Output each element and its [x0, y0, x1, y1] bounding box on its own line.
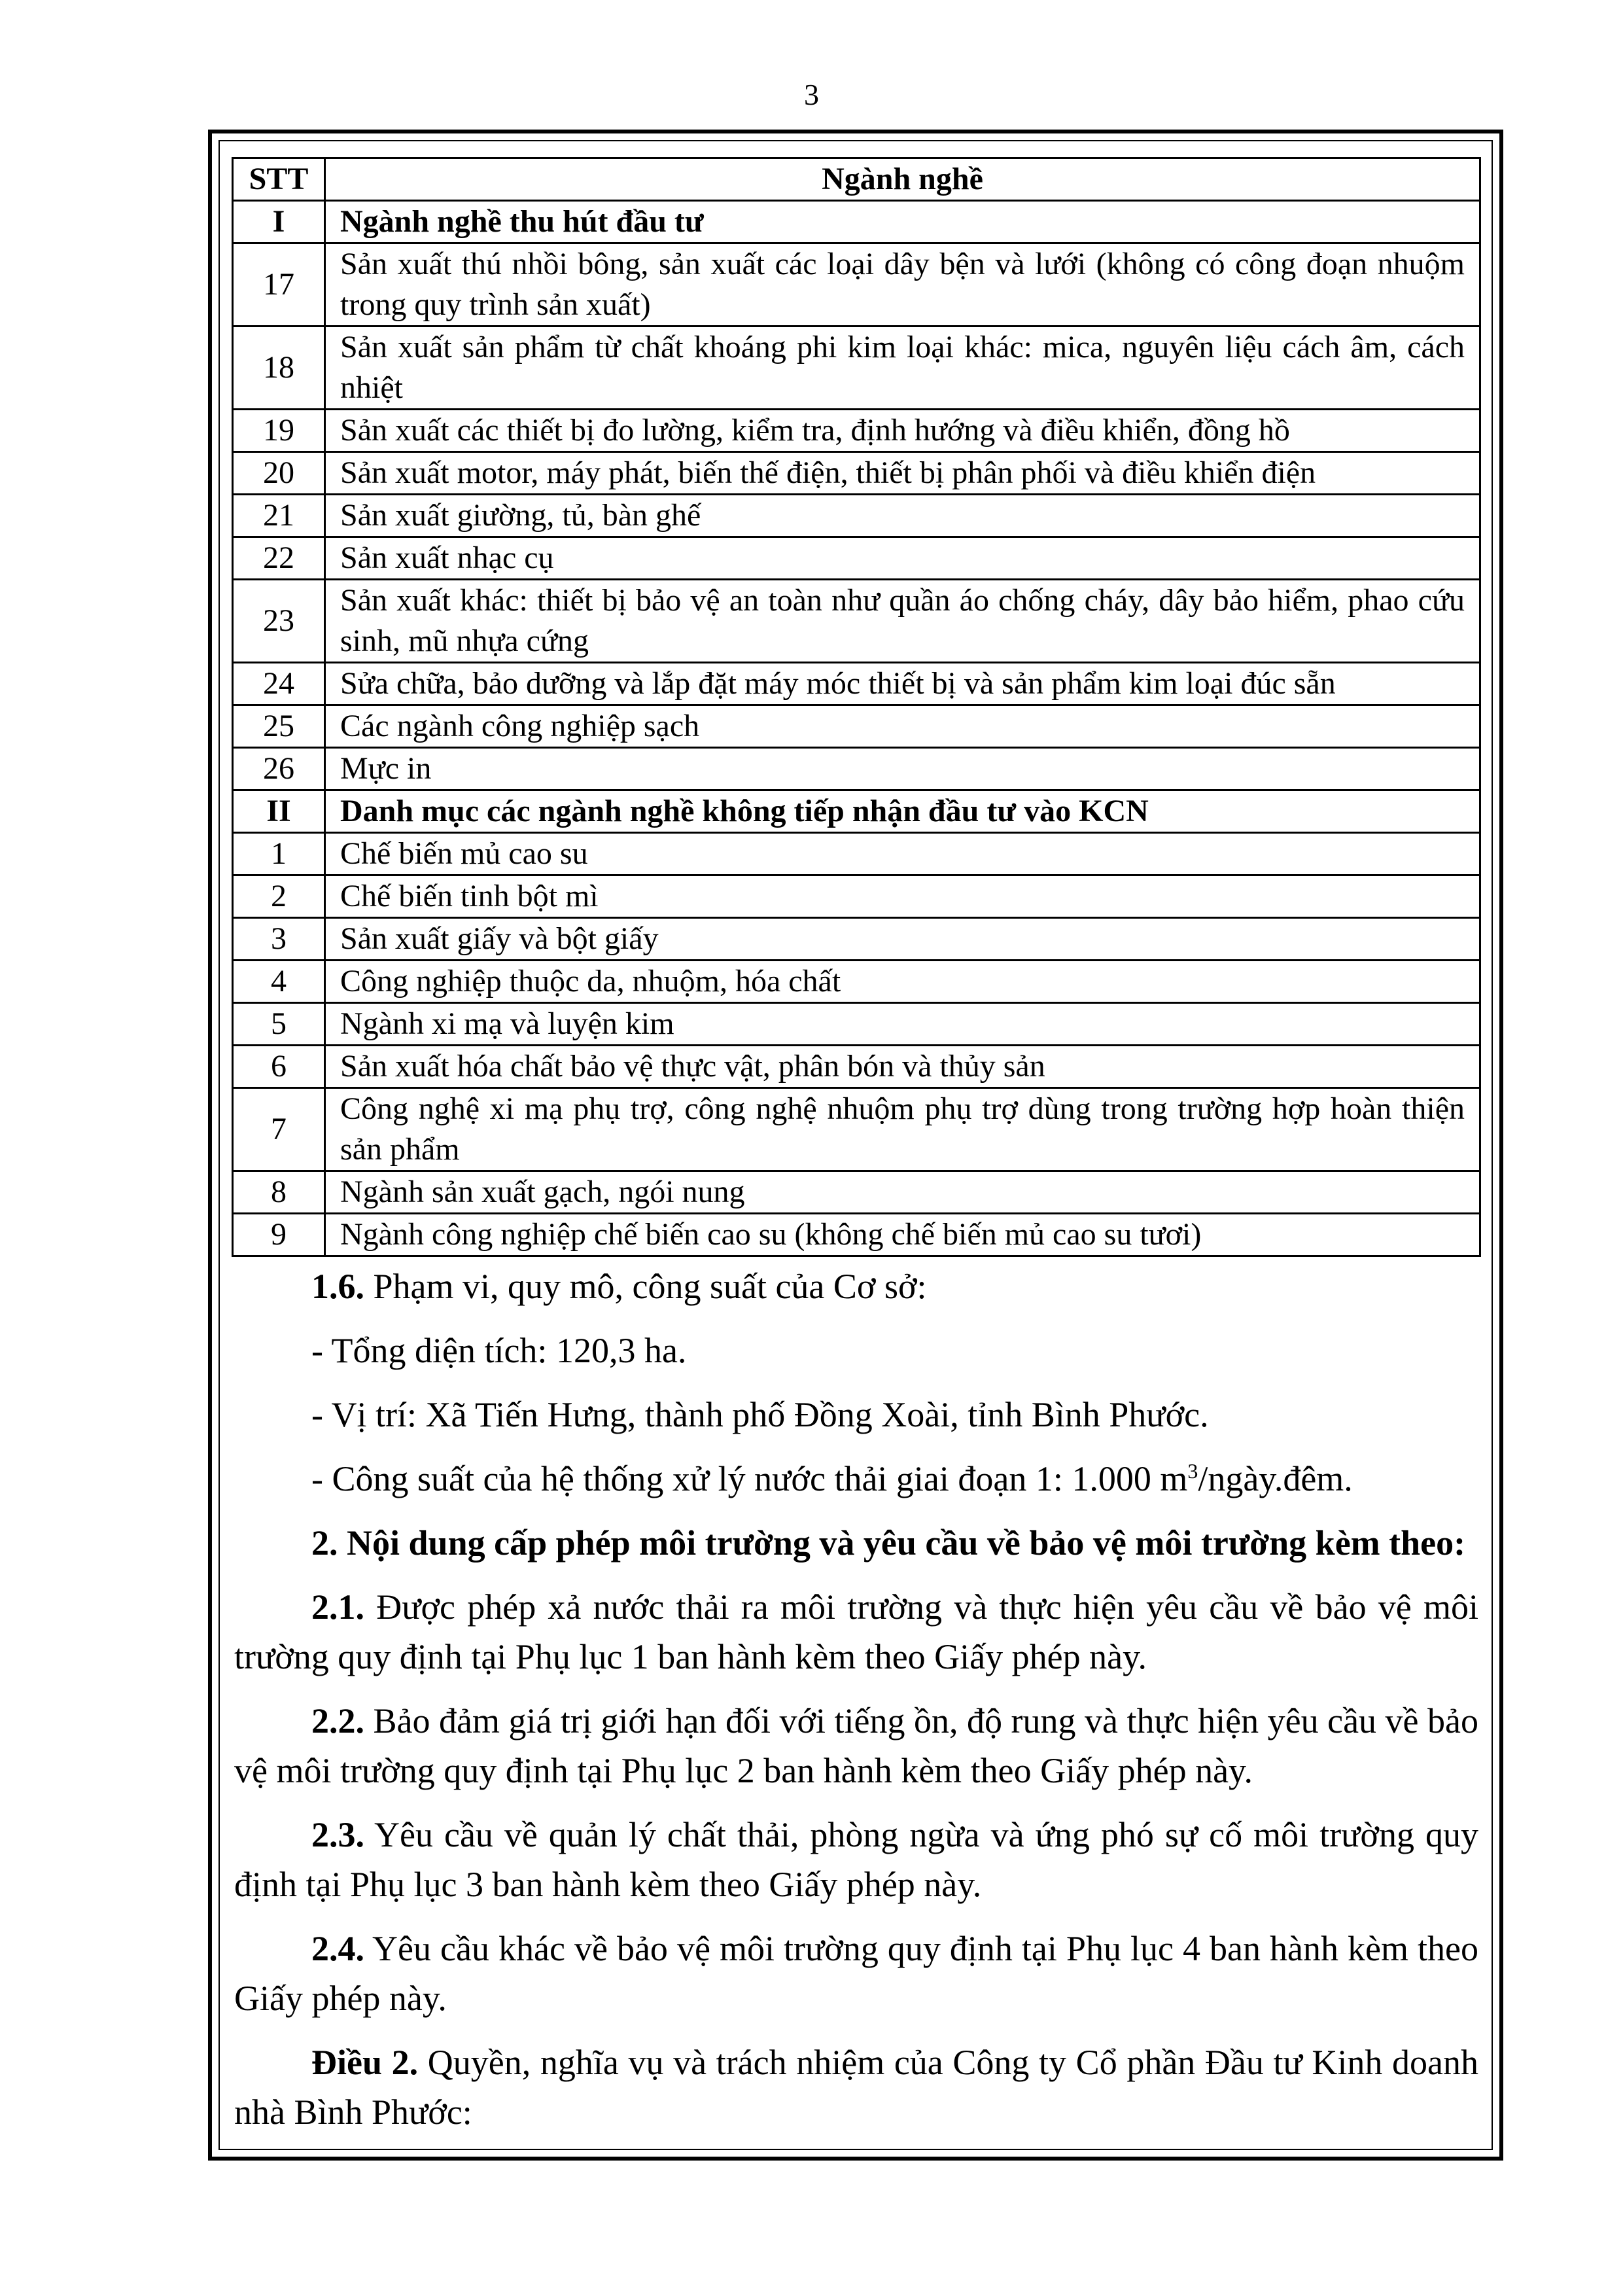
section-2-heading: 2. Nội dung cấp phép môi trường và yêu cầu về bảo vệ môi trường kèm theo:	[311, 1523, 1466, 1563]
row-industry: Chế biến mủ cao su	[325, 833, 1480, 875]
row-stt: 17	[233, 243, 325, 327]
section-1-6	[234, 1262, 1478, 1311]
row-industry: Sản xuất nhạc cụ	[325, 537, 1480, 580]
row-stt: 26	[233, 748, 325, 790]
row-industry: Sản xuất hóa chất bảo vệ thực vật, phân bón và thủy sản	[325, 1046, 1480, 1088]
section-number: 2.2.	[311, 1701, 364, 1740]
section-2-3	[234, 1810, 1478, 1909]
row-industry: Công nghệ xi mạ phụ trợ, công nghệ nhuộm phụ trợ dùng trong trường hợp hoàn thiện sản phẩm	[325, 1088, 1480, 1171]
capacity-unit: /ngày.đêm.	[1198, 1459, 1353, 1498]
row-stt: 21	[233, 495, 325, 537]
row-stt: 2	[233, 875, 325, 918]
table-row	[233, 918, 1480, 961]
table-row	[233, 327, 1480, 410]
row-industry: Mực in	[325, 748, 1480, 790]
row-industry: Chế biến tinh bột mì	[325, 875, 1480, 918]
row-industry: Ngành sản xuất gạch, ngói nung	[325, 1171, 1480, 1214]
row-stt: 7	[233, 1088, 325, 1171]
table-row-section	[233, 201, 1480, 243]
table-row	[233, 833, 1480, 875]
section-number: 2.1.	[311, 1587, 364, 1627]
row-stt: 23	[233, 580, 325, 663]
article-text: Quyền, nghĩa vụ và trách nhiệm của Công ty Cổ phần Đầu tư Kinh doanh nhà Bình Phước:	[234, 2043, 1479, 2132]
section-text: Yêu cầu khác về bảo vệ môi trường quy định tại Phụ lục 4 ban hành kèm theo Giấy phép này.	[234, 1929, 1478, 2018]
row-industry: Ngành công nghiệp chế biến cao su (không chế biến mủ cao su tươi)	[325, 1214, 1480, 1256]
article-2	[234, 2038, 1478, 2137]
row-industry: Sản xuất giường, tủ, bàn ghế	[325, 495, 1480, 537]
header-industry: Ngành nghề	[325, 158, 1480, 201]
row-industry: Các ngành công nghiệp sạch	[325, 705, 1480, 748]
row-industry: Sản xuất giấy và bột giấy	[325, 918, 1480, 961]
table-row	[233, 748, 1480, 790]
section-2-4	[234, 1924, 1478, 2023]
section-2-1	[234, 1582, 1478, 1682]
page-number: 3	[804, 78, 819, 111]
header-stt: STT	[233, 158, 325, 201]
table-row	[233, 243, 1480, 327]
table-row	[233, 1171, 1480, 1214]
row-industry: Công nghiệp thuộc da, nhuộm, hóa chất	[325, 961, 1480, 1003]
table-row	[233, 452, 1480, 495]
section-text: Phạm vi, quy mô, công suất của Cơ sở:	[364, 1267, 927, 1306]
row-stt: 6	[233, 1046, 325, 1088]
row-stt: 3	[233, 918, 325, 961]
table-row	[233, 1214, 1480, 1256]
row-industry: Sản xuất thú nhồi bông, sản xuất các loại dây bện và lưới (không có công đoạn nhuộm trong quy trình sản xuất)	[325, 243, 1480, 327]
row-industry: Danh mục các ngành nghề không tiếp nhận đầu tư vào KCN	[325, 790, 1480, 833]
article-label: Điều 2.	[311, 2043, 419, 2082]
row-stt: 18	[233, 327, 325, 410]
section-number: 2.3.	[311, 1815, 364, 1854]
row-industry: Ngành xi mạ và luyện kim	[325, 1003, 1480, 1046]
table-row	[233, 537, 1480, 580]
capacity-text: - Công suất của hệ thống xử lý nước thải giai đoạn 1: 1.000 m	[311, 1459, 1188, 1498]
industry-table	[232, 157, 1481, 1257]
section-number: 1.6.	[311, 1267, 364, 1306]
capacity-line	[234, 1454, 1478, 1504]
row-stt: 4	[233, 961, 325, 1003]
section-number: 2.4.	[311, 1929, 364, 1968]
row-industry: Sản xuất motor, máy phát, biến thế điện, thiết bị phân phối và điều khiển điện	[325, 452, 1480, 495]
row-stt: 24	[233, 663, 325, 705]
row-stt: 20	[233, 452, 325, 495]
row-stt: II	[233, 790, 325, 833]
row-industry: Sản xuất khác: thiết bị bảo vệ an toàn như quần áo chống cháy, dây bảo hiểm, phao cứu sinh, mũ nhựa cứng	[325, 580, 1480, 663]
row-industry: Ngành nghề thu hút đầu tư	[325, 201, 1480, 243]
table-row	[233, 705, 1480, 748]
section-text: Bảo đảm giá trị giới hạn đối với tiếng ồn, độ rung và thực hiện yêu cầu về bảo vệ môi trường quy định tại Phụ lục 2 ban hành kèm theo Giấy phép này.	[234, 1701, 1478, 1790]
section-text: Yêu cầu về quản lý chất thải, phòng ngừa và ứng phó sự cố môi trường quy định tại Phụ lục 3 ban hành kèm theo Giấy phép này.	[234, 1815, 1478, 1904]
table-header-row	[233, 158, 1480, 201]
row-industry: Sản xuất các thiết bị đo lường, kiểm tra, định hướng và điều khiển, đồng hồ	[325, 410, 1480, 452]
table-row	[233, 1003, 1480, 1046]
table-row	[233, 961, 1480, 1003]
row-industry: Sản xuất sản phẩm từ chất khoáng phi kim loại khác: mica, nguyên liệu cách âm, cách nhiệt	[325, 327, 1480, 410]
row-stt: I	[233, 201, 325, 243]
row-stt: 1	[233, 833, 325, 875]
row-stt: 19	[233, 410, 325, 452]
row-stt: 22	[233, 537, 325, 580]
row-stt: 5	[233, 1003, 325, 1046]
table-row	[233, 663, 1480, 705]
capacity-superscript: 3	[1187, 1459, 1198, 1483]
table-row	[233, 410, 1480, 452]
row-stt: 8	[233, 1171, 325, 1214]
section-text: Được phép xả nước thải ra môi trường và thực hiện yêu cầu về bảo vệ môi trường quy định tại Phụ lục 1 ban hành kèm theo Giấy phép này.	[234, 1587, 1478, 1676]
row-stt: 9	[233, 1214, 325, 1256]
table-row-section	[233, 790, 1480, 833]
section-2-2	[234, 1696, 1478, 1795]
location-line: - Vị trí: Xã Tiến Hưng, thành phố Đồng Xoài, tỉnh Bình Phước.	[311, 1395, 1209, 1434]
area-line: - Tổng diện tích: 120,3 ha.	[311, 1331, 687, 1370]
table-row	[233, 495, 1480, 537]
body-text	[234, 1262, 1478, 2151]
table-row	[233, 1046, 1480, 1088]
row-stt: 25	[233, 705, 325, 748]
row-industry: Sửa chữa, bảo dưỡng và lắp đặt máy móc thiết bị và sản phẩm kim loại đúc sẵn	[325, 663, 1480, 705]
table-row	[233, 875, 1480, 918]
table-row	[233, 1088, 1480, 1171]
table-row	[233, 580, 1480, 663]
